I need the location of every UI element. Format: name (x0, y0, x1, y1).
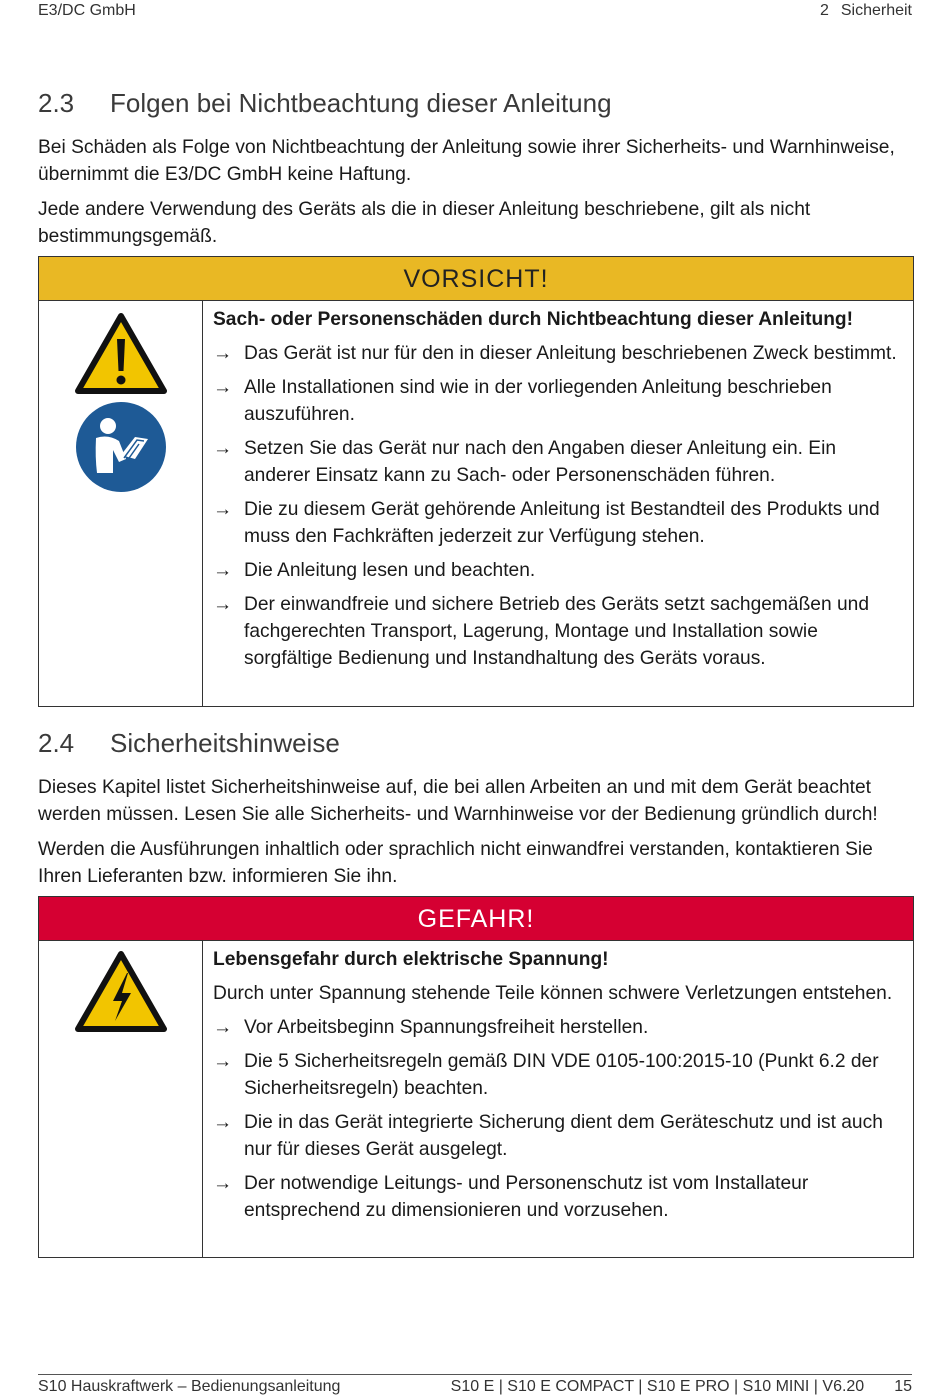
list-item (213, 591, 903, 672)
list-item-text: Vor Arbeitsbeginn Spannungsfreiheit herstellen. (244, 1017, 649, 1038)
page-header (38, 2, 912, 22)
paragraph: Bei Schäden als Folge von Nichtbeachtung der Anleitung sowie ihrer Sicherheits- und Warnhinweise, übernimmt die E3/DC GmbH keine Haftung. (38, 137, 895, 185)
arrow-icon: → (213, 594, 233, 615)
section-number: 2.3 (38, 88, 75, 118)
list-item-text: Die in das Gerät integrierte Sicherung dient dem Geräteschutz und ist auch nur für dieses Gerät ausgelegt. (244, 1112, 883, 1160)
list-item (213, 435, 903, 489)
list-item (213, 496, 903, 550)
paragraph: Dieses Kapitel listet Sicherheitshinweise auf, die bei allen Arbeiten an und mit dem Gerät beachtet werden müssen. Lesen Sie alle Sicherheits- und Warnhinweise vor der Bedienung gründlich durch! (38, 777, 878, 825)
arrow-icon: → (213, 1051, 233, 1072)
header-chapter-title: Sicherheit (840, 2, 912, 19)
header-chapter-number: 2 (819, 2, 829, 19)
arrow-icon: → (213, 499, 233, 520)
electrical-hazard-icon (75, 951, 167, 1033)
footer-models: S10 E | S10 E COMPACT | S10 E PRO | S10 MINI | V6.20 (450, 1378, 865, 1395)
danger-intro: Durch unter Spannung stehende Teile können schwere Verletzungen entstehen. (213, 983, 893, 1004)
arrow-icon: → (213, 1112, 233, 1133)
arrow-icon: → (213, 343, 233, 364)
list-item-text: Der einwandfreie und sichere Betrieb des Geräts setzt sachgemäßen und fachgerechten Transport, Lagerung, Montage und Installation sowie sorgfältige Bedienung und Instandhaltung des Geräts voraus. (244, 594, 869, 669)
caution-box (38, 256, 914, 707)
section-number: 2.4 (38, 728, 75, 758)
list-item-text: Die Anleitung lesen und beachten. (244, 560, 536, 581)
danger-box (38, 896, 914, 1258)
list-item (213, 1014, 903, 1041)
list-item (213, 1170, 903, 1224)
list-item (213, 1048, 903, 1102)
caution-signal-word: VORSICHT! (39, 257, 913, 301)
footer-divider (38, 1374, 912, 1375)
caution-icon-column (39, 301, 203, 706)
list-item-text: Die zu diesem Gerät gehörende Anleitung ist Bestandteil des Produkts und muss den Fachkräften jederzeit zur Verfügung stehen. (244, 499, 880, 547)
caution-text (203, 301, 913, 678)
section-title: Sicherheitshinweise (110, 728, 340, 758)
warning-triangle-icon (75, 313, 167, 395)
list-item (213, 1109, 903, 1163)
caution-title: Sach- oder Personenschäden durch Nichtbeachtung dieser Anleitung! (213, 309, 854, 330)
arrow-icon: → (213, 560, 233, 581)
arrow-icon: → (213, 377, 233, 398)
section-title: Folgen bei Nichtbeachtung dieser Anleitung (110, 88, 612, 118)
paragraph: Werden die Ausführungen inhaltlich oder sprachlich nicht einwandfrei verstanden, kontaktieren Sie Ihren Lieferanten bzw. informieren Sie ihn. (38, 839, 873, 887)
list-item-text: Setzen Sie das Gerät nur nach den Angaben dieser Anleitung ein. Ein anderer Einsatz kann zu Sach- oder Personenschäden führen. (244, 438, 837, 486)
arrow-icon: → (213, 1017, 233, 1038)
page-number: 15 (894, 1378, 912, 1395)
footer-right (451, 1378, 912, 1396)
list-item (213, 340, 903, 367)
header-company: E3/DC GmbH (38, 2, 136, 19)
footer-document-title: S10 Hauskraftwerk – Bedienungsanleitung (38, 1378, 341, 1395)
danger-icon-column (39, 941, 203, 1257)
danger-title: Lebensgefahr durch elektrische Spannung! (213, 949, 609, 970)
danger-signal-word: GEFAHR! (39, 897, 913, 941)
list-item-text: Das Gerät ist nur für den in dieser Anleitung beschriebenen Zweck bestimmt. (244, 343, 897, 364)
read-manual-icon (75, 401, 167, 493)
arrow-icon: → (213, 1173, 233, 1194)
header-chapter (820, 2, 912, 20)
section-heading-2-3 (38, 88, 612, 119)
danger-text (203, 941, 913, 1230)
list-item-text: Die 5 Sicherheitsregeln gemäß DIN VDE 0105-100:2015-10 (Punkt 6.2 der Sicherheitsregeln) beachten. (244, 1051, 879, 1099)
arrow-icon: → (213, 438, 233, 459)
list-item-text: Der notwendige Leitungs- und Personenschutz ist vom Installateur entsprechend zu dimensionieren und vorzusehen. (244, 1173, 809, 1221)
list-item (213, 374, 903, 428)
paragraph: Jede andere Verwendung des Geräts als die in dieser Anleitung beschriebene, gilt als nicht bestimmungsgemäß. (38, 199, 811, 247)
list-item (213, 557, 903, 584)
section-heading-2-4 (38, 728, 340, 759)
list-item-text: Alle Installationen sind wie in der vorliegenden Anleitung beschrieben auszuführen. (244, 377, 832, 425)
